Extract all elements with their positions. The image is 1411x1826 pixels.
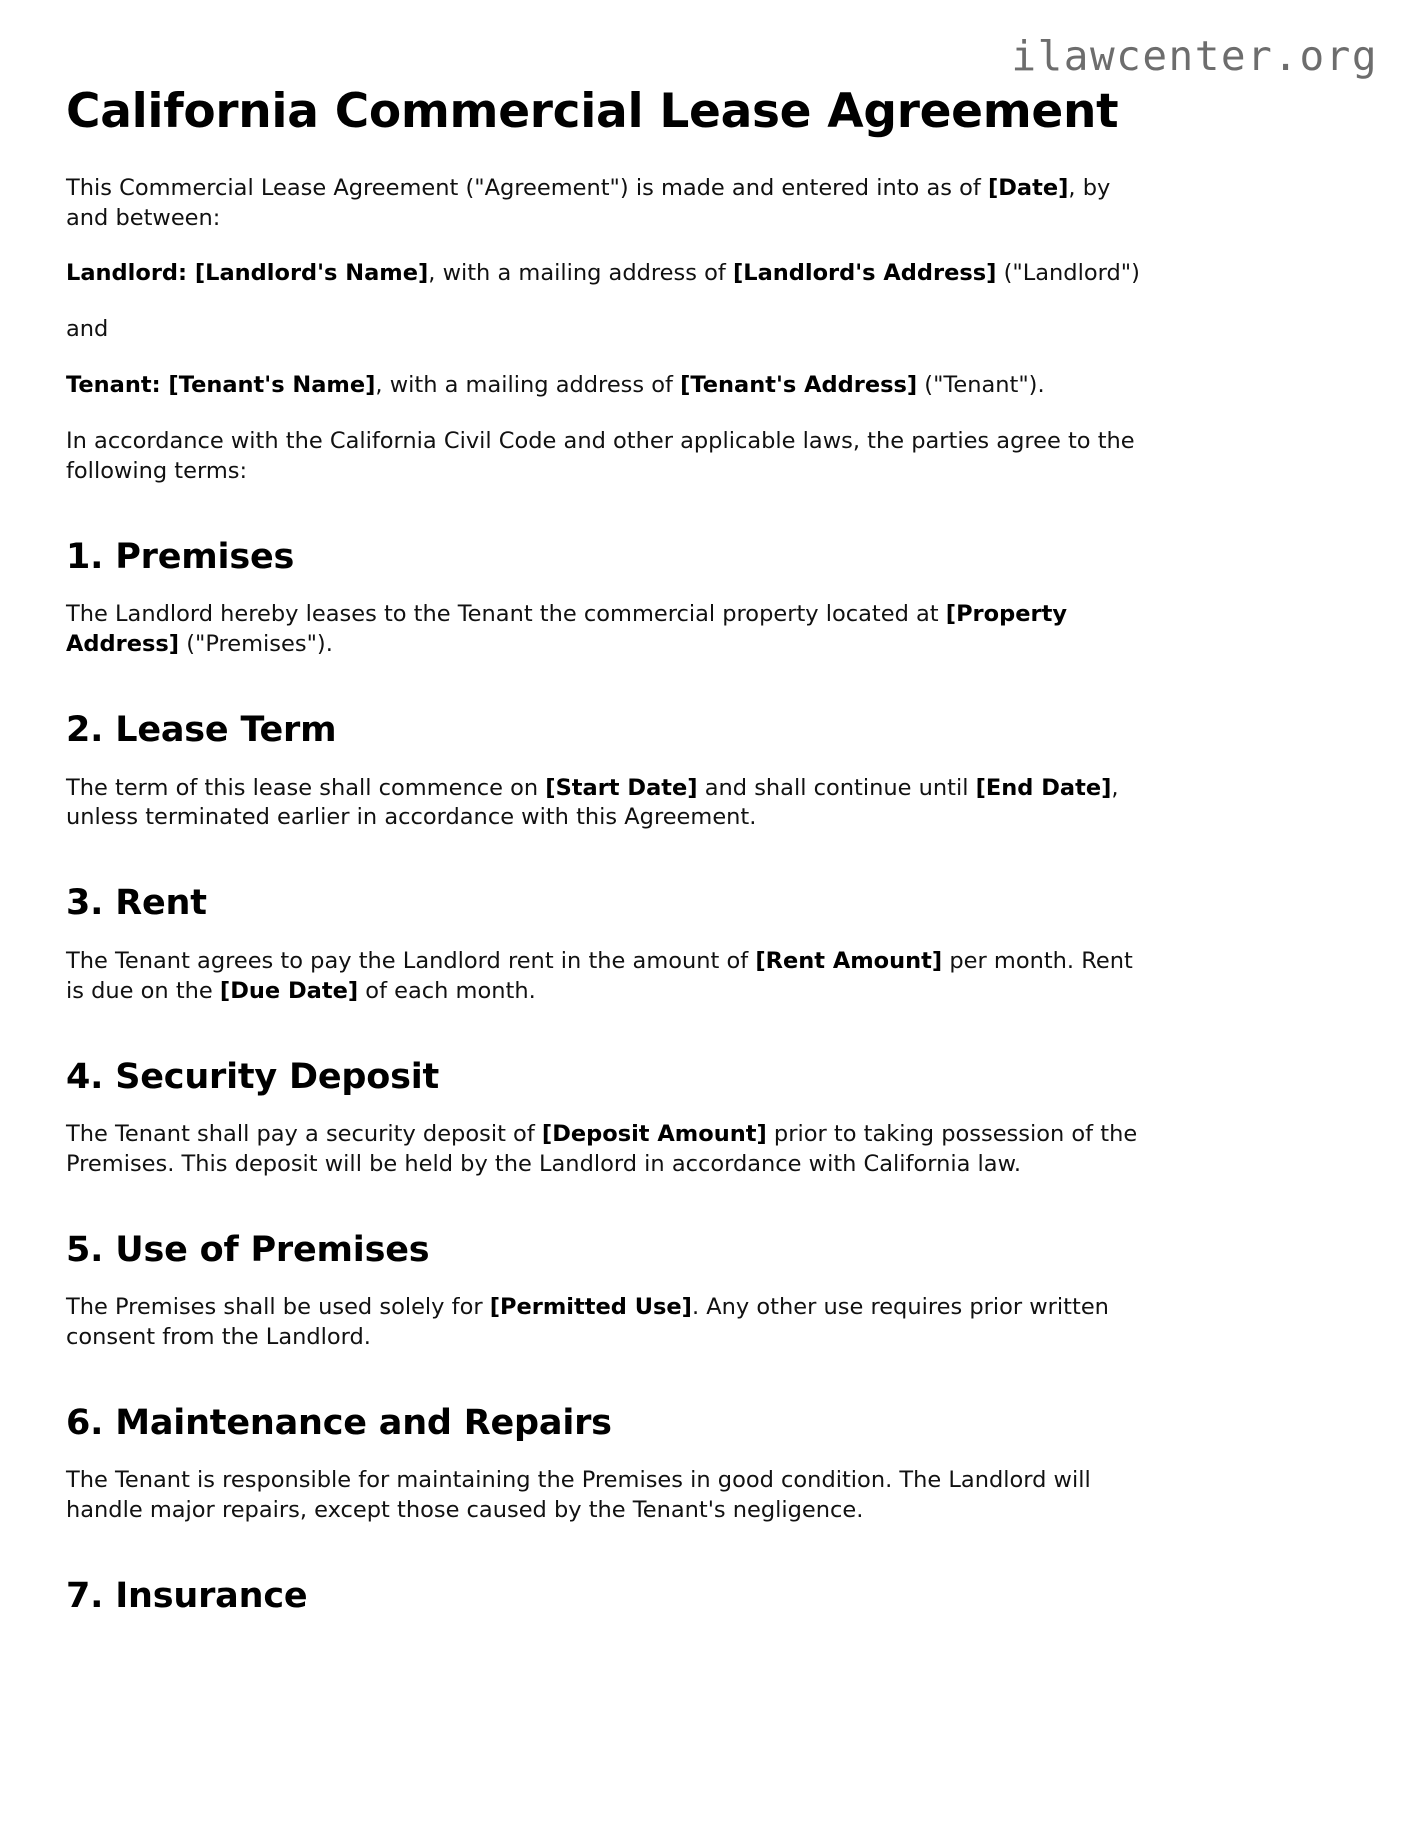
- section-heading-lease-term: 2. Lease Term: [66, 710, 337, 751]
- placeholder-end-date: [End Date]: [975, 774, 1112, 801]
- site-watermark: ilawcenter.org: [1011, 32, 1378, 80]
- spacer: [66, 1098, 1156, 1120]
- section-heading-premises: 1. Premises: [66, 537, 295, 578]
- lease-term-text-lead: The term of this lease shall commence on: [66, 774, 546, 801]
- section-heading-security-deposit: 4. Security Deposit: [66, 1056, 440, 1097]
- landlord-text-tail: ("Landlord"): [996, 260, 1140, 287]
- intro-paragraph: [66, 174, 1156, 234]
- landlord-text-mid: , with a mailing address of: [428, 260, 733, 287]
- spacer: [66, 578, 1156, 600]
- placeholder-permitted-use: [Permitted Use]: [489, 1293, 692, 1320]
- rent-text-lead: The Tenant agrees to pay the Landlord rent in the amount of: [66, 947, 756, 974]
- deposit-text-tail: prior to taking possession of the Premises. This deposit will be held by the Landlord in accordance with California law.: [66, 1120, 1138, 1177]
- intro-text-tail: , by and between:: [66, 174, 1111, 231]
- document-body: [66, 0, 1156, 1617]
- tenant-paragraph: [66, 371, 1156, 401]
- accordance-paragraph: In accordance with the California Civil Code and other applicable laws, the parties agree to the following terms:: [66, 428, 1135, 485]
- spacer: [66, 1444, 1156, 1466]
- section-body-use-of-premises: [66, 1293, 1156, 1353]
- section-heading-maintenance-and-repairs: 6. Maintenance and Repairs: [66, 1402, 612, 1443]
- section-heading-insurance: 7. Insurance: [66, 1575, 308, 1616]
- tenant-text-tail: ("Tenant").: [917, 372, 1045, 399]
- section-body-lease-term: [66, 774, 1156, 834]
- lease-term-text-mid: and shall continue until: [697, 774, 976, 801]
- intro-text-lead: This Commercial Lease Agreement ("Agreement") is made and entered into as of: [66, 174, 988, 201]
- spacer: [66, 401, 1156, 427]
- section-body-maintenance-and-repairs: The Tenant is responsible for maintaining the Premises in good condition. The Landlord will handle major repairs, except those caused by the Tenant's negligence.: [66, 1467, 1091, 1523]
- and-paragraph: and: [66, 316, 109, 343]
- deposit-text-lead: The Tenant shall pay a security deposit of: [66, 1120, 542, 1147]
- placeholder-property-address: [Property Address]: [66, 601, 1067, 658]
- use-text-tail: . Any other use requires prior written consent from the Landlord.: [66, 1293, 1109, 1350]
- spacer: [66, 1180, 1156, 1230]
- lease-term-text-tail: , unless terminated earlier in accordance with this Agreement.: [66, 774, 1119, 831]
- page-title: California Commercial Lease Agreement: [66, 84, 1119, 139]
- section-body-rent: [66, 947, 1156, 1007]
- section-body-security-deposit: [66, 1120, 1156, 1180]
- placeholder-tenant-name: Tenant: [Tenant's Name]: [66, 372, 376, 399]
- spacer: [66, 1526, 1156, 1576]
- placeholder-date: [Date]: [987, 174, 1069, 201]
- placeholder-tenant-address: [Tenant's Address]: [680, 372, 918, 399]
- spacer: [66, 139, 1156, 174]
- spacer: [66, 660, 1156, 710]
- section-heading-rent: 3. Rent: [66, 883, 207, 924]
- landlord-paragraph: [66, 259, 1156, 289]
- premises-text-lead: The Landlord hereby leases to the Tenant the commercial property located at: [66, 601, 946, 628]
- spacer: [66, 289, 1156, 315]
- use-text-lead: The Premises shall be used solely for: [66, 1293, 490, 1320]
- spacer: [66, 487, 1156, 537]
- tenant-text-mid: , with a mailing address of: [375, 372, 681, 399]
- rent-text-mid: per month. Rent is due on the: [66, 947, 1133, 1004]
- spacer: [66, 1007, 1156, 1057]
- spacer: [66, 833, 1156, 883]
- spacer: [66, 1353, 1156, 1403]
- section-heading-use-of-premises: 5. Use of Premises: [66, 1229, 430, 1270]
- spacer: [66, 233, 1156, 259]
- placeholder-due-date: [Due Date]: [219, 977, 359, 1004]
- spacer: [66, 1271, 1156, 1293]
- placeholder-deposit-amount: [Deposit Amount]: [541, 1120, 767, 1147]
- placeholder-rent-amount: [Rent Amount]: [755, 947, 943, 974]
- section-body-premises: [66, 600, 1156, 660]
- placeholder-start-date: [Start Date]: [545, 774, 698, 801]
- spacer: [66, 345, 1156, 371]
- premises-text-tail: ("Premises").: [179, 631, 333, 658]
- spacer: [66, 925, 1156, 947]
- placeholder-landlord-address: [Landlord's Address]: [732, 260, 997, 287]
- rent-text-tail: of each month.: [358, 977, 536, 1004]
- spacer: [66, 752, 1156, 774]
- placeholder-landlord-name: Landlord: [Landlord's Name]: [66, 260, 429, 287]
